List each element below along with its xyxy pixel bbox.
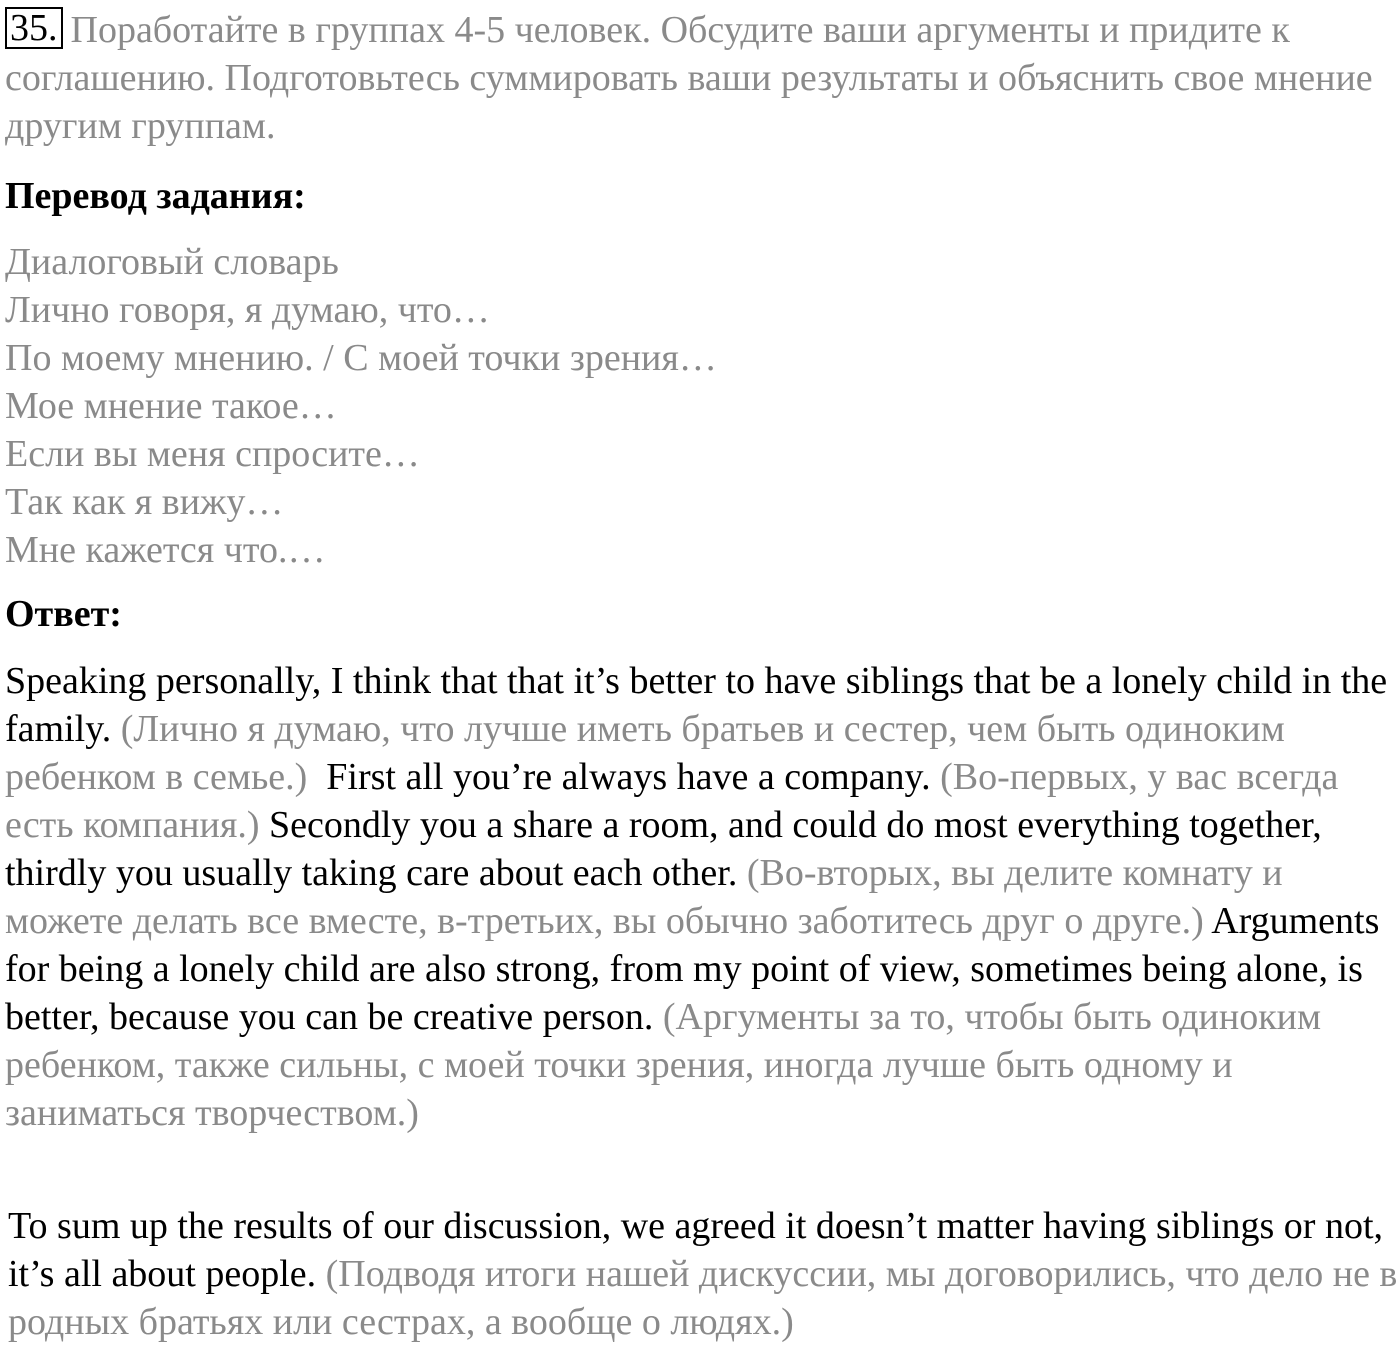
summary-russian: (Подводя итоги нашей дискуссии, мы договорились, что дело не в родных братьях или сестрах, а вообще о людях.)	[8, 1253, 1398, 1343]
answer-sentence-2-russian: (Во-первых, у вас всегда есть компания.)	[5, 756, 1339, 846]
answer-sentence-3-russian: (Во-вторых, вы делите комнату и можете делать все вместе, в-третьих, вы обычно заботитесь друг о друге.)	[5, 852, 1283, 942]
vocab-item: Лично говоря, я думаю, что…	[5, 289, 490, 331]
answer-sentence-1-english: Speaking personally, I think that that it’s better to have siblings that be a lonely child in the family.	[5, 660, 1388, 750]
vocab-item: Мое мнение такое…	[5, 385, 337, 427]
answer-heading: Ответ:	[5, 593, 122, 635]
vocab-item: Так как я вижу…	[5, 481, 284, 523]
answer-sentence-3-english: Secondly you a share a room, and could do most everything together, thirdly you usually taking care about each other.	[5, 804, 1322, 894]
translation-heading: Перевод задания:	[5, 175, 306, 217]
answer-sentence-1-russian: (Лично я думаю, что лучше иметь братьев и сестер, чем быть одиноким ребенком в семье.)	[5, 708, 1285, 798]
answer-paragraph	[5, 657, 1397, 1137]
vocab-item: По моему мнению. / С моей точки зрения…	[5, 337, 717, 379]
answer-sentence-4-russian: (Аргументы за то, чтобы быть одиноким ребенком, также сильны, с моей точки зрения, иногда лучше быть одному и заниматься творчеством.)	[5, 996, 1322, 1134]
task-number-box: 35.	[5, 7, 63, 49]
vocab-item: Если вы меня спросите…	[5, 433, 420, 475]
summary-english: To sum up the results of our discussion, we agreed it doesn’t matter having siblings or not, it’s all about people.	[8, 1205, 1383, 1295]
answer-sentence-2-english: First all you’re always have a company.	[326, 756, 931, 798]
dialogue-vocabulary-list	[5, 238, 717, 574]
vocab-item: Диалоговый словарь	[5, 241, 339, 283]
vocab-item: Мне кажется что.…	[5, 529, 326, 571]
task-text: Поработайте в группах 4-5 человек. Обсудите ваши аргументы и придите к соглашению. Подготовьтесь суммировать ваши результаты и объяснить свое мнение другим группам.	[5, 9, 1373, 147]
task-paragraph	[5, 6, 1395, 150]
answer-sentence-4-english: Arguments for being a lonely child are also strong, from my point of view, sometimes being alone, is better, because you can be creative person.	[5, 900, 1380, 1038]
summary-paragraph	[8, 1202, 1398, 1346]
